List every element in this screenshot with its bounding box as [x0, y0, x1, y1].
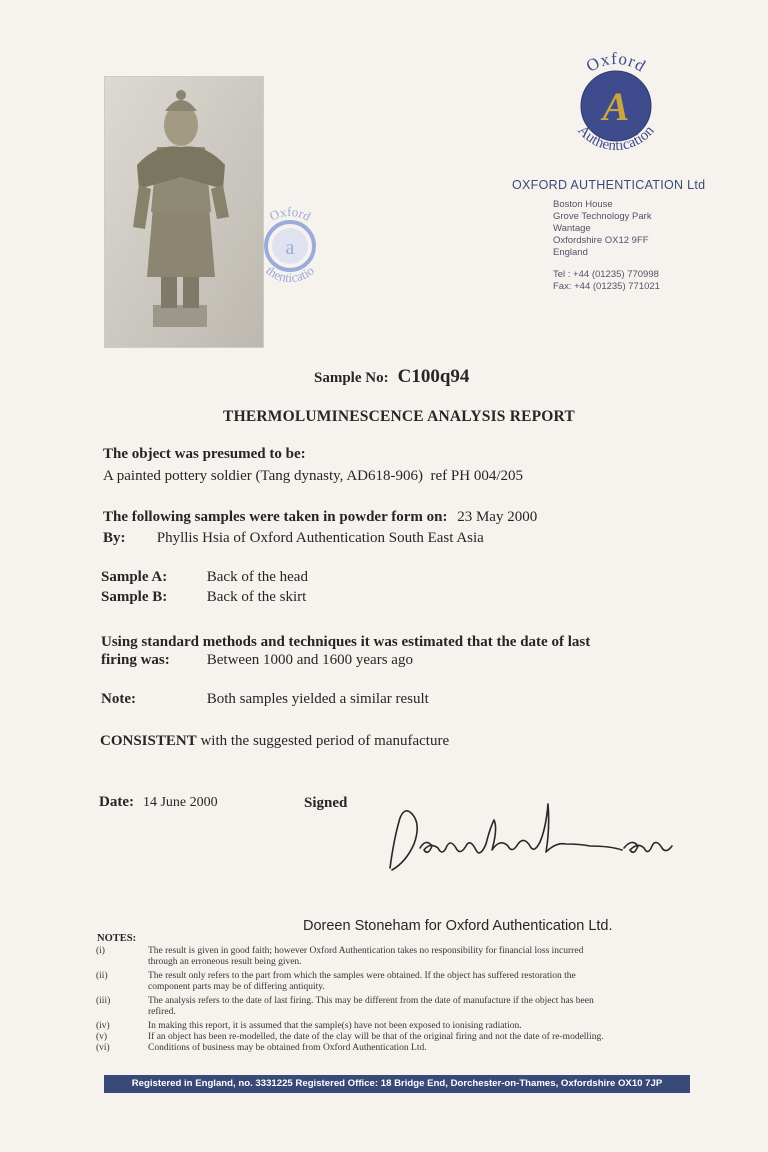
samples-taken-heading: The following samples were taken in powder form on: [103, 509, 448, 525]
estimate-line2 [101, 652, 413, 669]
fax: Fax: +44 (01235) 771021 [553, 281, 660, 292]
telephone: Tel : +44 (01235) 770998 [553, 269, 659, 280]
note-item [96, 1021, 686, 1032]
presumed-text: A painted pottery soldier (Tang dynasty, AD618-906) ref PH 004/205 [103, 468, 523, 484]
handwritten-signature [380, 798, 680, 878]
note-number: (vi) [96, 1043, 110, 1053]
sample-number [314, 366, 469, 388]
sample-label: Sample B: [101, 589, 168, 605]
note-item [96, 971, 686, 993]
svg-text:Oxford: Oxford [266, 203, 314, 224]
note-text: The result only refers to the part from which the samples were obtained. If the object has suffered restoration the [148, 971, 576, 981]
estimate-label: firing was: [101, 652, 170, 668]
date-label: Date: [99, 794, 134, 810]
sample-value: Back of the head [206, 569, 308, 585]
company-name: OXFORD AUTHENTICATION Ltd [512, 178, 706, 192]
svg-text:Oxford: Oxford [582, 48, 650, 76]
registration-footer: Registered in England, no. 3331225 Registered Office: 18 Bridge End, Dorchester-on-Thames, Oxfordshire OX10 7JP [104, 1075, 690, 1093]
note-label: Note: [101, 691, 136, 707]
signed-label: Signed [304, 795, 348, 811]
by-value: Phyllis Hsia of Oxford Authentication South East Asia [156, 530, 484, 546]
samples-taken-date: 23 May 2000 [457, 509, 538, 525]
svg-text:Authentication: Authentication [574, 122, 658, 155]
notes-heading: NOTES: [97, 933, 137, 944]
sample-row [101, 569, 308, 586]
samples-taken-by [103, 530, 484, 547]
address-line: Boston House [553, 199, 613, 210]
authentication-stamp [240, 196, 340, 296]
sample-label: Sample A: [101, 569, 168, 585]
note-row [101, 691, 429, 708]
note-number: (ii) [96, 971, 108, 981]
note-number: (iii) [96, 996, 111, 1006]
address-line: Wantage [553, 223, 591, 234]
note-text: through an erroneous result being given. [148, 957, 302, 967]
note-text: component parts may be of differing antiquity. [148, 982, 325, 992]
sample-number-label: Sample No: [314, 370, 389, 386]
conclusion [100, 733, 449, 750]
logo-seal-icon [556, 44, 676, 168]
samples-taken [103, 509, 537, 526]
oxford-authentication-logo [556, 44, 676, 168]
note-text: refired. [148, 1007, 176, 1017]
sample-value: Back of the skirt [206, 589, 307, 605]
note-number: (i) [96, 946, 105, 956]
note-text: Conditions of business may be obtained from Oxford Authentication Ltd. [148, 1043, 427, 1053]
date-value: 14 June 2000 [142, 795, 218, 810]
svg-text:a: a [285, 237, 295, 259]
note-text: If an object has been re-modelled, the date of the clay will be that of the original firing and not the date of re-modelling. [148, 1032, 604, 1042]
signatory: Doreen Stoneham for Oxford Authentication Ltd. [303, 918, 613, 934]
note-item [96, 946, 686, 968]
note-value: Both samples yielded a similar result [206, 691, 429, 707]
svg-text:thenticatio: thenticatio [263, 262, 317, 286]
note-number: (iv) [96, 1021, 110, 1031]
address-line: Oxfordshire OX12 9FF [553, 235, 649, 246]
company-address [553, 199, 660, 293]
signature-icon [380, 798, 680, 878]
date-row [99, 793, 218, 811]
svg-text:A: A [602, 84, 630, 129]
report-title: THERMOLUMINESCENCE ANALYSIS REPORT [223, 408, 575, 425]
address-line: Grove Technology Park [553, 211, 652, 222]
conclusion-rest: with the suggested period of manufacture [200, 733, 450, 749]
note-text: The result is given in good faith; however Oxford Authentication takes no responsibility for financial loss incurred [148, 946, 584, 956]
address-line: England [553, 247, 588, 258]
estimate-line1: Using standard methods and techniques it was estimated that the date of last [101, 634, 591, 650]
note-number: (v) [96, 1032, 108, 1042]
notes-list [96, 946, 686, 1054]
presumed-heading: The object was presumed to be: [103, 446, 306, 462]
sample-row [101, 589, 306, 606]
note-text: The analysis refers to the date of last firing. This may be different from the date of manufacture if the object has been [148, 996, 594, 1006]
note-item [96, 1032, 686, 1043]
note-item [96, 1043, 686, 1054]
sample-number-value: C100q94 [397, 366, 470, 387]
by-label: By: [103, 530, 126, 546]
note-text: In making this report, it is assumed that the sample(s) have not been exposed to ionising radiation. [148, 1021, 522, 1031]
conclusion-bold: CONSISTENT [100, 733, 197, 749]
stamp-seal-icon [240, 196, 340, 296]
estimate-value: Between 1000 and 1600 years ago [206, 652, 413, 668]
note-item [96, 996, 686, 1018]
